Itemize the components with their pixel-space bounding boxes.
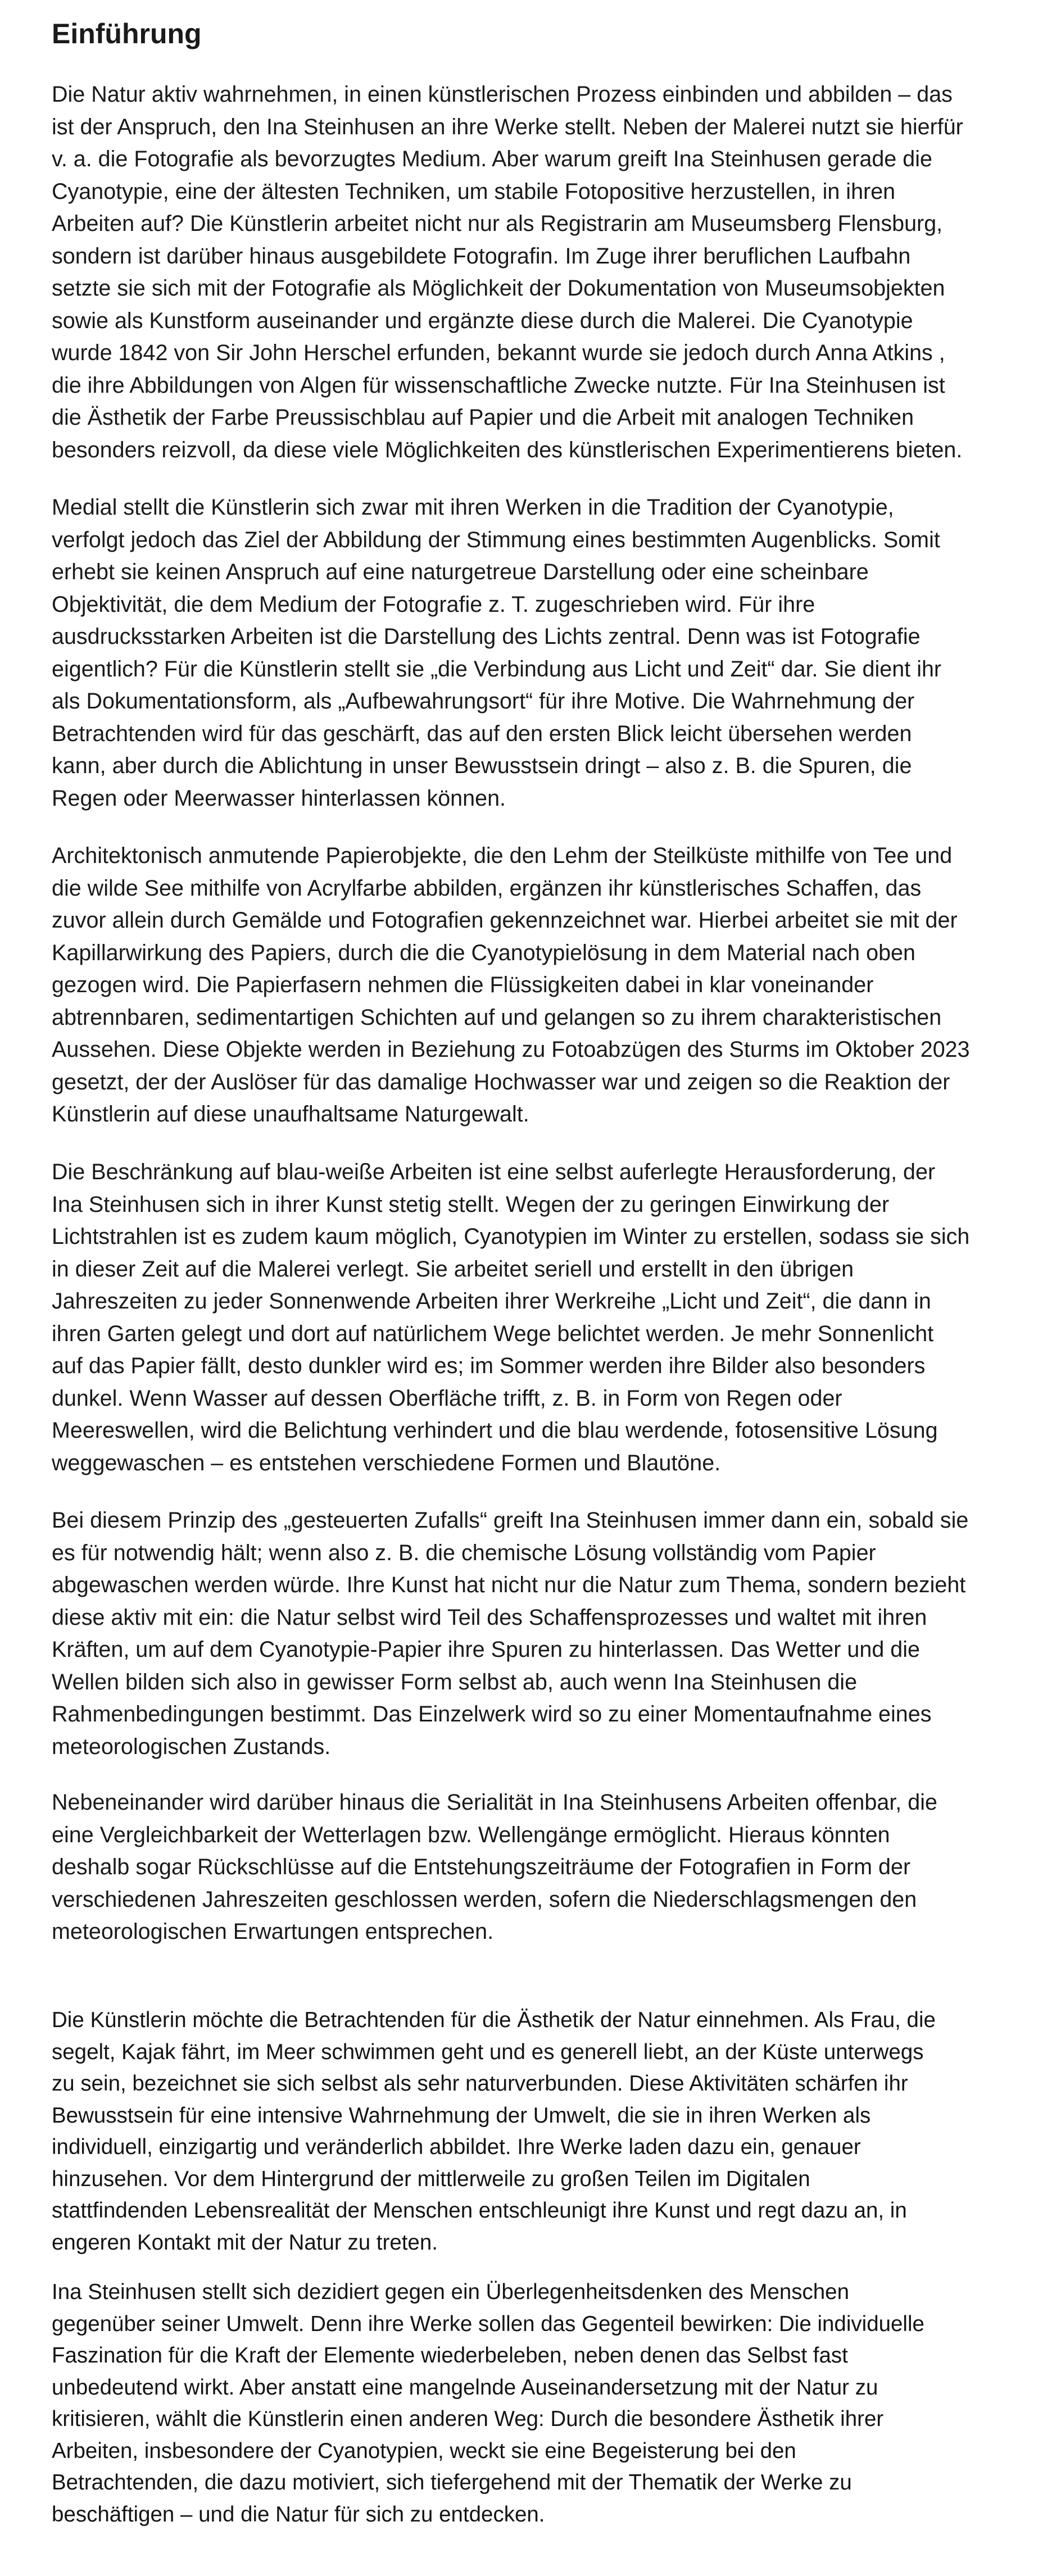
text-line: Künstlerin auf diese unaufhaltsame Naturgewalt. [52, 1102, 529, 1126]
text-line: Ina Steinhusen sich in ihrer Kunst stetig stellt. Wegen der zu geringen Einwirkung der [52, 1192, 890, 1217]
text-line: engeren Kontakt mit der Natur zu treten. [52, 2230, 438, 2255]
text-line: Regen oder Meerwasser hinterlassen können. [52, 785, 506, 811]
paragraph-3 [52, 840, 1018, 1131]
text-line: zuvor allein durch Gemälde und Fotografien gekennzeichnet war. Hierbei arbeitet sie mit der [52, 908, 958, 933]
text-line: Die Natur aktiv wahrnehmen, in einen künstlerischen Prozess einbinden und abbilden – das [52, 82, 953, 107]
text-line: Arbeiten, insbesondere der Cyanotypien, weckt sie eine Begeisterung bei den [52, 2438, 796, 2463]
text-line: es für notwendig hält; wenn also z. B. die chemische Lösung vollständig vom Papier [52, 1540, 876, 1565]
text-line: Kräften, um auf dem Cyanotypie-Papier ihre Spuren zu hinterlassen. Das Wetter und die [52, 1637, 920, 1662]
text-line: die Ästhetik der Farbe Preussischblau auf Papier und die Arbeit mit analogen Techniken [52, 405, 914, 430]
text-line: weggewaschen – es entstehen verschiedene Formen und Blautöne. [52, 1450, 721, 1475]
text-line: kritisieren, wählt die Künstlerin einen anderen Weg: Durch die besondere Ästhetik ihrer [52, 2407, 884, 2431]
text-line: Nebeneinander wird darüber hinaus die Serialität in Ina Steinhusens Arbeiten offenbar, die [52, 1790, 937, 1815]
text-line: Faszination für die Kraft der Elemente wiederbeleben, neben denen das Selbst fast [52, 2343, 848, 2368]
text-line: ausdrucksstarken Arbeiten ist die Darstellung des Lichts zentral. Denn was ist Fotografie [52, 624, 921, 649]
text-line: segelt, Kajak fährt, im Meer schwimmen geht und es generell liebt, an der Küste unterwegs [52, 2039, 924, 2064]
text-line: dunkel. Wenn Wasser auf dessen Oberfläche trifft, z. B. in Form von Regen oder [52, 1385, 842, 1411]
text-line: verschiedenen Jahreszeiten geschlossen werden, sofern die Niederschlagsmengen den [52, 1887, 917, 1912]
text-line: sowie als Kunstform auseinander und ergänzte diese durch die Malerei. Die Cyanotypie [52, 308, 913, 333]
text-line: deshalb sogar Rückschlüsse auf die Entstehungszeiträume der Fotografien in Form der [52, 1855, 911, 1879]
text-line: gegenüber seiner Umwelt. Denn ihre Werke sollen das Gegenteil bewirken: Die individuelle [52, 2311, 924, 2336]
text-line: auf das Papier fällt, desto dunkler wird es; im Sommer werden ihre Bilder also besonders [52, 1353, 926, 1378]
text-line: diese aktiv mit ein: die Natur selbst wird Teil des Schaffensprozesses und waltet mit ihren [52, 1605, 927, 1630]
paragraph-1 [52, 79, 1018, 466]
text-line: v. a. die Fotografie als bevorzugtes Medium. Aber warum greift Ina Steinhusen gerade die [52, 147, 932, 171]
text-line: setzte sie sich mit der Fotografie als Möglichkeit der Dokumentation von Museumsobjekten [52, 276, 945, 301]
paragraph-8 [52, 2277, 1018, 2530]
text-line: Meereswellen, wird die Belichtung verhindert und die blau werdende, fotosensitive Lösung [52, 1418, 938, 1443]
text-line: Objektivität, die dem Medium der Fotografie z. T. zugeschrieben wird. Für ihre [52, 592, 815, 617]
text-line: meteorologischen Zustands. [52, 1734, 331, 1759]
text-line: Bewusstsein für eine intensive Wahrnehmung der Umwelt, die sie in ihren Werken als [52, 2103, 871, 2128]
text-line: zu sein, bezeichnet sie sich selbst als sehr naturverbunden. Diese Aktivitäten schärfen ihr [52, 2071, 908, 2096]
text-line: ist der Anspruch, den Ina Steinhusen an ihre Werke stellt. Neben der Malerei nutzt sie hierfür [52, 114, 963, 139]
text-line: stattfindenden Lebensrealität der Menschen entschleunigt ihre Kunst und regt dazu an, in [52, 2198, 907, 2223]
text-line: sondern ist darüber hinaus ausgebildete Fotografin. Im Zuge ihrer beruflichen Laufbahn [52, 243, 911, 269]
text-line: abgewaschen werden würde. Ihre Kunst hat nicht nur die Natur zum Thema, sondern bezieht [52, 1573, 966, 1597]
text-line: eine Vergleichbarkeit der Wetterlagen bzw. Wellengänge ermöglicht. Hieraus könnten [52, 1822, 890, 1847]
text-line: Medial stellt die Künstlerin sich zwar mit ihren Werken in die Tradition der Cyanotypie, [52, 495, 894, 520]
text-line: gesetzt, der der Auslöser für das damalige Hochwasser war und zeigen so die Reaktion der [52, 1069, 950, 1094]
paragraph-5 [52, 1505, 1018, 1763]
paragraph-6 [52, 1787, 1018, 1948]
text-line: eigentlich? Für die Künstlerin stellt sie „die Verbindung aus Licht und Zeit“ dar. Sie dient ihr [52, 656, 942, 682]
text-line: Ina Steinhusen stellt sich dezidiert gegen ein Überlegenheitsdenken des Menschen [52, 2280, 850, 2304]
text-line: die ihre Abbildungen von Algen für wissenschaftliche Zwecke nutzte. Für Ina Steinhusen ist [52, 372, 945, 398]
text-line: Betrachtenden wird für das geschärft, das auf den ersten Blick leicht übersehen werden [52, 721, 912, 746]
text-line: ihren Garten gelegt und dort auf natürlichem Wege belichtet werden. Je mehr Sonnenlicht [52, 1321, 934, 1346]
text-line: Rahmenbedingungen bestimmt. Das Einzelwerk wird so zu einer Momentaufnahme eines [52, 1702, 932, 1727]
text-line: individuell, einzigartig und veränderlich abbildet. Ihre Werke laden dazu ein, genauer [52, 2135, 861, 2159]
text-line: wurde 1842 von Sir John Herschel erfunden, bekannt wurde sie jedoch durch Anna Atkins , [52, 340, 945, 365]
text-line: Aussehen. Diese Objekte werden in Beziehung zu Fotoabzügen des Sturms im Oktober 2023 [52, 1037, 970, 1062]
text-line: kann, aber durch die Ablichtung in unser Bewusstsein dringt – also z. B. die Spuren, die [52, 753, 912, 778]
text-line: Lichtstrahlen ist es zudem kaum möglich, Cyanotypien im Winter zu erstellen, sodass sie sich [52, 1224, 970, 1249]
text-line: Jahreszeiten zu jeder Sonnenwende Arbeiten ihrer Werkreihe „Licht und Zeit“, die dann in [52, 1289, 931, 1314]
text-line: Architektonisch anmutende Papierobjekte, die den Lehm der Steilküste mithilfe von Tee und [52, 843, 953, 868]
text-line: gezogen wird. Die Papierfasern nehmen die Flüssigkeiten dabei in klar voneinander [52, 973, 874, 997]
text-line: Arbeiten auf? Die Künstlerin arbeitet nicht nur als Registrarin am Museumsberg Flensburg, [52, 211, 943, 236]
paragraph-2 [52, 492, 1018, 815]
paragraph-4 [52, 1156, 1018, 1479]
text-line: beschäftigen – und die Natur für sich zu entdecken. [52, 2502, 545, 2527]
text-line: die wilde See mithilfe von Acrylfarbe abbilden, ergänzen ihr künstlerisches Schaffen, das [52, 875, 922, 901]
paragraph-7 [52, 2005, 1018, 2259]
text-line: in dieser Zeit auf die Malerei verlegt. Sie arbeitet seriell und erstellt in den übrigen [52, 1256, 854, 1282]
text-line: hinzusehen. Vor dem Hintergrund der mittlerweile zu großen Teilen im Digitalen [52, 2166, 810, 2191]
text-line: Die Beschränkung auf blau-weiße Arbeiten ist eine selbst auferlegte Herausforderung, der [52, 1160, 936, 1184]
text-line: Cyanotypie, eine der ältesten Techniken, um stabile Fotopositive herzustellen, in ihren [52, 179, 896, 204]
text-line: Wellen bilden sich also in gewisser Form selbst ab, auch wenn Ina Steinhusen die [52, 1669, 858, 1694]
text-line: als Dokumentationsform, als „Aufbewahrungsort“ für ihre Motive. Die Wahrnehmung der [52, 689, 915, 714]
text-line: Betrachtenden, die dazu motiviert, sich tiefergehend mit der Thematik der Werke zu [52, 2470, 852, 2495]
text-line: verfolgt jedoch das Ziel der Abbildung der Stimmung eines bestimmten Augenblicks. Somit [52, 527, 940, 552]
page-title: Einführung [52, 18, 202, 49]
text-line: Bei diesem Prinzip des „gesteuerten Zufalls“ greift Ina Steinhusen immer dann ein, sobald sie [52, 1508, 969, 1533]
text-line: Die Künstlerin möchte die Betrachtenden für die Ästhetik der Natur einnehmen. Als Frau, die [52, 2008, 936, 2032]
text-line: unbedeutend wirkt. Aber anstatt eine mangelnde Auseinandersetzung mit der Natur zu [52, 2375, 878, 2400]
text-line: meteorologischen Erwartungen entsprechen. [52, 1919, 494, 1944]
text-line: Kapillarwirkung des Papiers, durch die die Cyanotypielösung in dem Material nach oben [52, 940, 915, 965]
text-line: besonders reizvoll, da diese viele Möglichkeiten des künstlerischen Experimentierens bieten. [52, 437, 963, 462]
text-line: abtrennbaren, sedimentartigen Schichten auf und gelangen so zu ihrem charakteristischen [52, 1005, 942, 1030]
text-line: erhebt sie keinen Anspruch auf eine naturgetreue Darstellung oder eine scheinbare [52, 560, 869, 584]
